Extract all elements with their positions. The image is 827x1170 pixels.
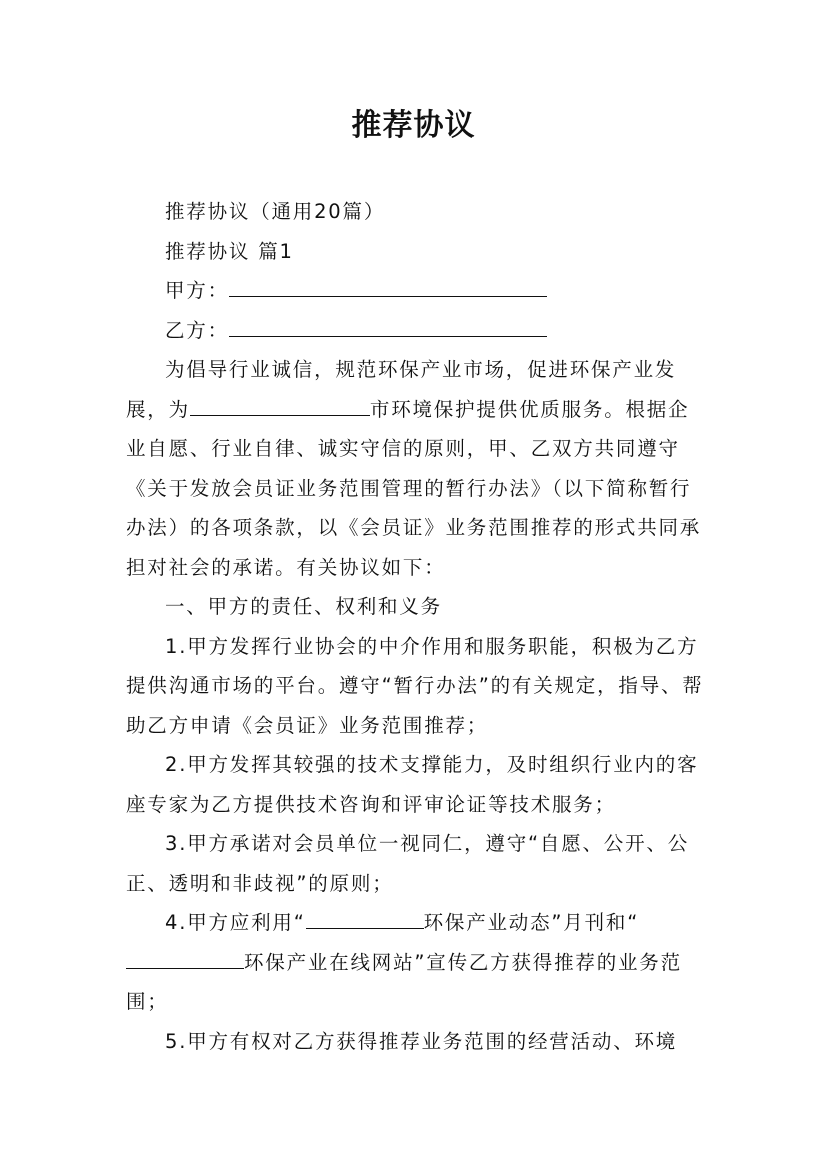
item-4-part-a: 4.甲方应利用“: [165, 911, 306, 934]
item-4: [126, 903, 704, 1022]
item-3: 3.甲方承诺对会员单位一视同仁，遵守“自愿、公开、公正、透明和非歧视”的原则；: [126, 832, 690, 895]
party-a-label: 甲方：: [165, 279, 229, 302]
item-1: 1.甲方发挥行业协会的中介作用和服务职能，积极为乙方提供沟通市场的平台。遵守“暂行办法”的有关规定，指导、帮助乙方申请《会员证》业务范围推荐；: [126, 634, 704, 737]
publication-blank: [306, 910, 424, 929]
item-2: 2.甲方发挥其较强的技术支撑能力，及时组织行业内的客座专家为乙方提供技术咨询和评审论证等技术服务；: [126, 753, 699, 816]
item-4-part-c: 环保产业在线网站”宣传乙方获得推荐的业务范围；: [126, 950, 682, 1013]
document-subtitle: 推荐协议（通用20篇）: [165, 200, 386, 223]
document-body: [126, 192, 704, 1061]
party-b-line: [126, 311, 704, 351]
party-a-line: [126, 271, 704, 311]
party-b-label: 乙方：: [165, 318, 229, 342]
party-b-blank: [229, 318, 547, 337]
paragraph-1-part-a: 为倡导行业诚信，规范环保产业市场，促进环保产业发展，为: [126, 358, 677, 421]
section-heading: 推荐协议 篇1: [165, 239, 294, 263]
heading-party-a-duties: 一、甲方的责任、权利和义务: [165, 595, 442, 618]
party-a-blank: [229, 278, 547, 297]
website-blank: [126, 950, 244, 969]
item-4-part-b: 环保产业动态”月刊和“: [423, 911, 640, 934]
paragraph-1: [126, 350, 704, 587]
city-blank: [190, 397, 370, 416]
item-5: 5.甲方有权对乙方获得推荐业务范围的经营活动、环境: [165, 1029, 678, 1053]
paragraph-1-part-b: 市环境保护提供优质服务。根据企业自愿、行业自律、诚实守信的原则，甲、乙双方共同遵守《关于发放会员证业务范围管理的暂行办法》（以下简称暂行办法）的各项条款，以《会员证》业务范围推荐的形式共同承担对社会的承诺。有关协议如下：: [126, 397, 702, 579]
document-title: 推荐协议: [351, 108, 476, 143]
